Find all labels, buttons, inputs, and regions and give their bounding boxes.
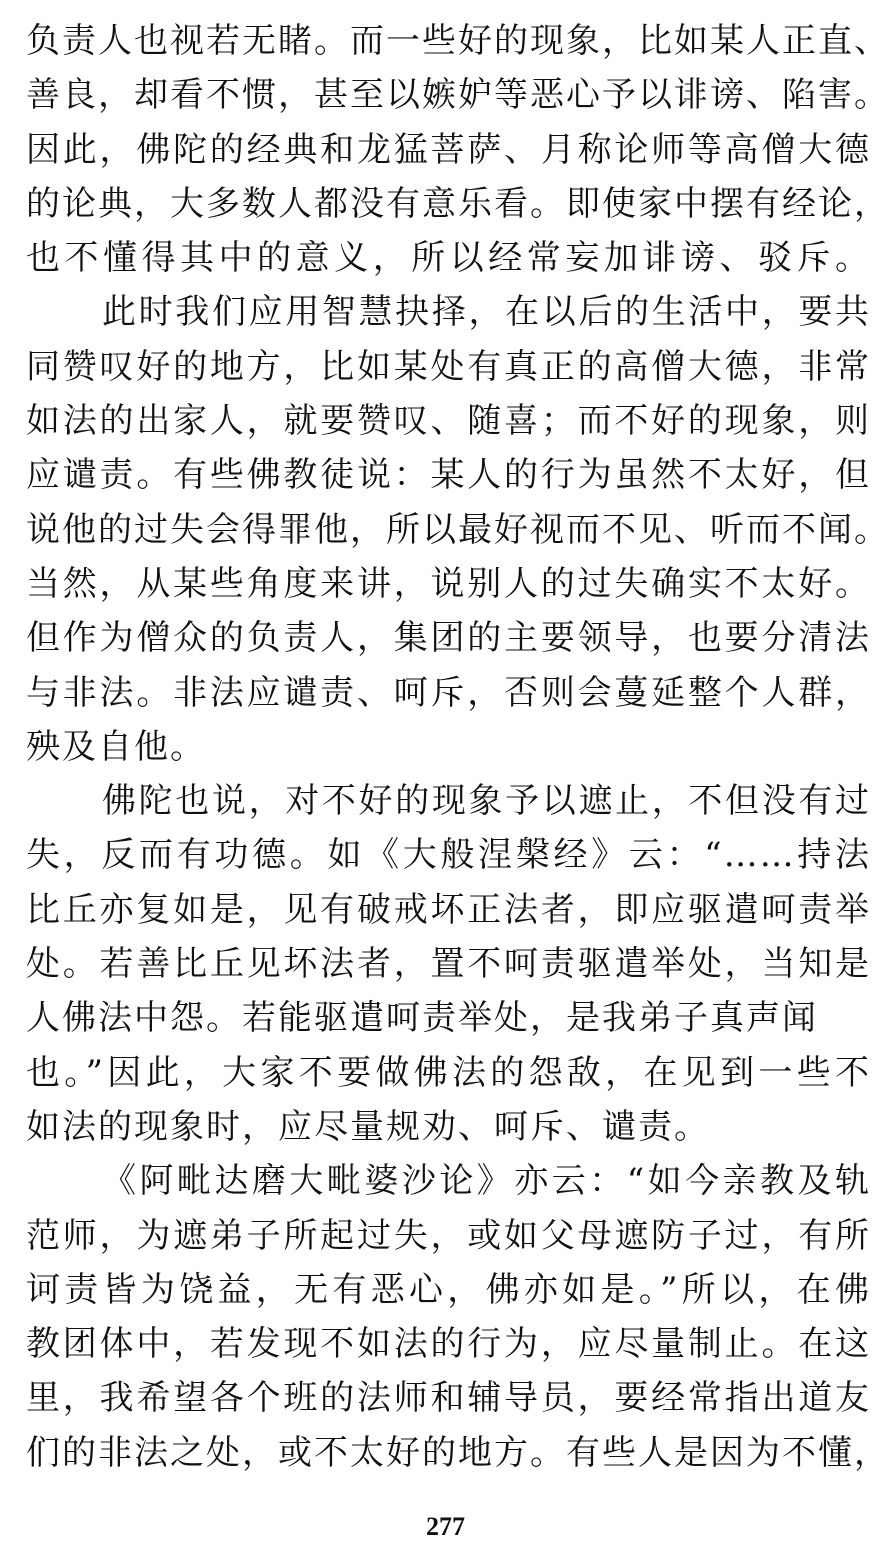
text-line: 如法的现象时，应尽量规劝、呵斥、谴责。 bbox=[26, 1106, 710, 1147]
text-line: 如法的出家人，就要赞叹、随喜；而不好的现象，则 bbox=[26, 401, 871, 442]
text-line: 们的非法之处，或不太好的地方。有些人是因为不懂， bbox=[26, 1432, 890, 1473]
body-text bbox=[26, 14, 890, 1480]
text-line: 的论典，大多数人都没有意乐看。即使家中摆有经论， bbox=[26, 183, 890, 224]
text-line: 当然，从某些角度来讲，说别人的过失确实不太好。 bbox=[26, 563, 871, 604]
text-line: 但作为僧众的负责人，集团的主要领导，也要分清法 bbox=[26, 618, 871, 659]
text-line: 诃责皆为饶益，无有恶心，佛亦如是。”所以，在佛 bbox=[26, 1269, 871, 1310]
text-line: 人佛法中怨。若能驱遣呵责举处，是我弟子真声闻 bbox=[26, 998, 818, 1039]
text-line: 也。”因此，大家不要做佛法的怨敌，在见到一些不 bbox=[26, 1052, 871, 1093]
text-line: 殃及自他。 bbox=[26, 726, 206, 767]
text-line: 此时我们应用智慧抉择，在以后的生活中，要共 bbox=[102, 292, 871, 333]
text-line: 善良，却看不惯，甚至以嫉妒等恶心予以诽谤、陷害。 bbox=[26, 75, 890, 116]
text-line: 佛陀也说，对不好的现象予以遮止，不但没有过 bbox=[102, 781, 871, 822]
text-line: 也不懂得其中的意义，所以经常妄加诽谤、驳斥。 bbox=[26, 238, 871, 279]
text-line: 失，反而有功德。如《大般涅槃经》云：“……持法 bbox=[26, 835, 871, 876]
text-line: 比丘亦复如是，见有破戒坏正法者，即应驱遣呵责举 bbox=[26, 889, 871, 930]
text-line: 《阿毗达磨大毗婆沙论》亦云：“如今亲教及轨 bbox=[102, 1161, 871, 1202]
text-line: 与非法。非法应谴责、呵斥，否则会蔓延整个人群， bbox=[26, 672, 871, 713]
text-line: 说他的过失会得罪他，所以最好视而不见、听而不闻。 bbox=[26, 509, 890, 550]
text-line: 范师，为遮弟子所起过失，或如父母遮防子过，有所 bbox=[26, 1215, 871, 1256]
text-line: 负责人也视若无睹。而一些好的现象，比如某人正直、 bbox=[26, 21, 890, 61]
text-line: 同赞叹好的地方，比如某处有真正的高僧大德，非常 bbox=[26, 346, 871, 387]
text-line: 应谴责。有些佛教徒说：某人的行为虽然不太好，但 bbox=[26, 455, 871, 496]
text-line: 教团体中，若发现不如法的行为，应尽量制止。在这 bbox=[26, 1324, 871, 1365]
page-number: 277 bbox=[426, 1512, 465, 1541]
text-line: 因此，佛陀的经典和龙猛菩萨、月称论师等高僧大德 bbox=[26, 129, 871, 170]
text-line: 处。若善比丘见坏法者，置不呵责驱遣举处，当知是 bbox=[26, 944, 871, 985]
text-line: 里，我希望各个班的法师和辅导员，要经常指出道友 bbox=[26, 1378, 871, 1419]
